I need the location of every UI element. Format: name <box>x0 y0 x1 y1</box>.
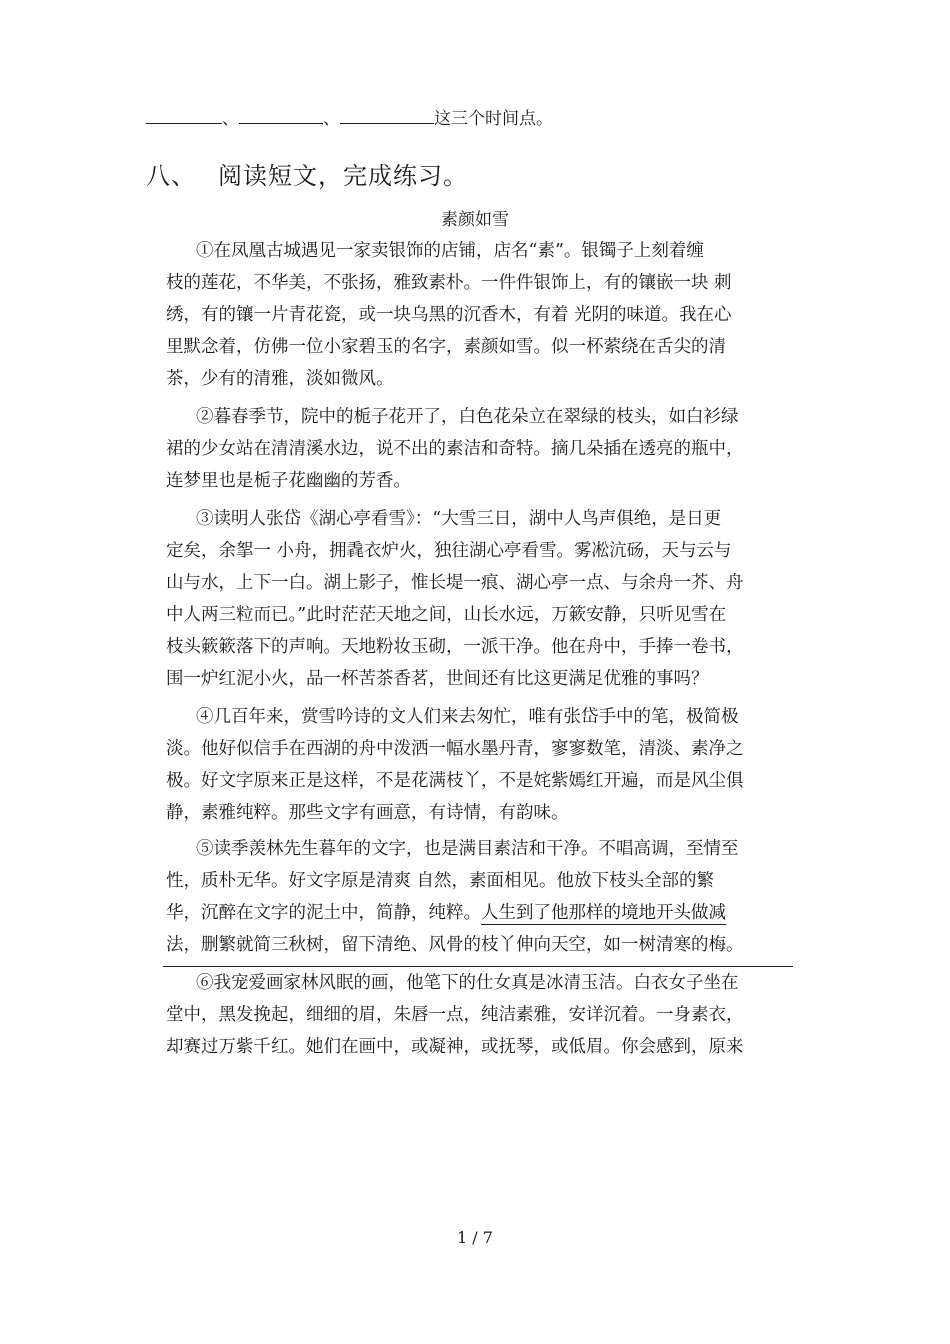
paragraph-line: 连梦里也是栀子花幽幽的芳香。 <box>166 471 411 491</box>
section-heading <box>146 156 468 191</box>
paragraph-line: ②暮春季节，院中的栀子花开了，白色花朵立在翠绿的枝头，如白衫绿 <box>196 407 739 427</box>
blanks-tail-text: 这三个时间点。 <box>434 109 553 129</box>
underlined-sentence: 人生到了他那样的境地开头做减 <box>481 903 726 923</box>
paragraph-line: 山与水，上下一白。湖上影子，惟长堤一痕、湖心亭一点、与余舟一芥、舟 <box>166 573 744 593</box>
paragraph-line: 定矣，余挐一 小舟，拥毳衣炉火，独往湖心亭看雪。雾凇沆砀，天与云与 <box>166 541 732 561</box>
paragraph-line: 中人两三粒而已。”此时茫茫天地之间，山长水远，万簌安静，只听见雪在 <box>166 605 727 625</box>
paragraph-line: 枝头簌簌落下的声响。天地粉妆玉砌，一派干净。他在舟中，手捧一卷书， <box>166 637 744 657</box>
underline-rule <box>163 966 793 967</box>
paragraph-line-with-underline <box>166 898 726 928</box>
paragraph-line: 却赛过万紫千红。她们在画中，或凝神，或抚琴，或低眉。你会感到，原来 <box>166 1037 744 1057</box>
page-number: 1 / 7 <box>457 1228 493 1247</box>
paragraph-line: 裙的少女站在清清溪水边，说不出的素洁和奇特。摘几朵插在透亮的瓶中， <box>166 439 744 459</box>
paragraph-line: 绣，有的镶一片青花瓷，或一块乌黑的沉香木，有着 光阴的味道。我在心 <box>166 305 732 325</box>
paragraph-line: 枝的莲花，不华美，不张扬，雅致素朴。一件件银饰上，有的镶嵌一块 刺 <box>166 273 732 293</box>
paragraph-line: 茶，少有的清雅，淡如微风。 <box>166 369 394 389</box>
paragraph-line: 极。好文字原来正是这样，不是花满枝丫，不是姹紫嫣红开遍，而是风尘俱 <box>166 771 744 791</box>
blank-separator: 、 <box>323 109 340 129</box>
paragraph-line: ③读明人张岱《湖心亭看雪》：“大雪三日，湖中人鸟声俱绝，是日更 <box>196 509 722 529</box>
paragraph-line: 性，质朴无华。好文字原是清爽 自然，素面相见。他放下枝头全部的繁 <box>166 871 715 891</box>
paragraph-line: ⑥我宠爱画家林风眠的画，他笔下的仕女真是冰清玉洁。白衣女子坐在 <box>196 973 739 993</box>
paragraph-line: ⑤读季羡林先生暮年的文字，也是满目素洁和干净。不唱高调，至情至 <box>196 839 739 859</box>
paragraph-line: 里默念着，仿佛一位小家碧玉的名字，素颜如雪。似一杯萦绕在舌尖的清 <box>166 337 726 357</box>
answer-blank-1[interactable] <box>146 109 222 124</box>
section-instruction: 阅读短文，完成练习。 <box>218 162 468 190</box>
underlined-sentence-continued: 法，删繁就简三秋树，留下清绝、风骨的枝丫伸向天空，如一树清寒的梅。 <box>166 935 744 955</box>
answer-blank-2[interactable] <box>239 109 323 124</box>
line-text: 华，沉醉在文字的泥土中，简静，纯粹。 <box>166 903 481 923</box>
section-number: 八、 <box>146 162 196 190</box>
article-title: 素颜如雪 <box>441 210 509 230</box>
paragraph-line: 静，素雅纯粹。那些文字有画意，有诗情，有韵味。 <box>166 803 569 823</box>
paragraph-line: 围一炉红泥小火，品一杯苦茶香茗，世间还有比这更满足优雅的事吗？ <box>166 669 709 689</box>
paragraph-line: 淡。他好似信手在西湖的舟中泼洒一幅水墨丹青，寥寥数笔，清淡、素净之 <box>166 739 744 759</box>
answer-blank-3[interactable] <box>340 109 434 124</box>
paragraph-line: ①在凤凰古城遇见一家卖银饰的店铺，店名“素”。银镯子上刻着缠 <box>196 241 704 261</box>
fill-in-blanks-line <box>146 104 553 129</box>
paragraph-line: ④几百年来，赏雪吟诗的文人们来去匆忙，唯有张岱手中的笔，极简极 <box>196 707 739 727</box>
paragraph-line: 堂中，黑发挽起，细细的眉，朱唇一点，纯洁素雅，安详沉着。一身素衣， <box>166 1005 744 1025</box>
blank-separator: 、 <box>222 109 239 129</box>
